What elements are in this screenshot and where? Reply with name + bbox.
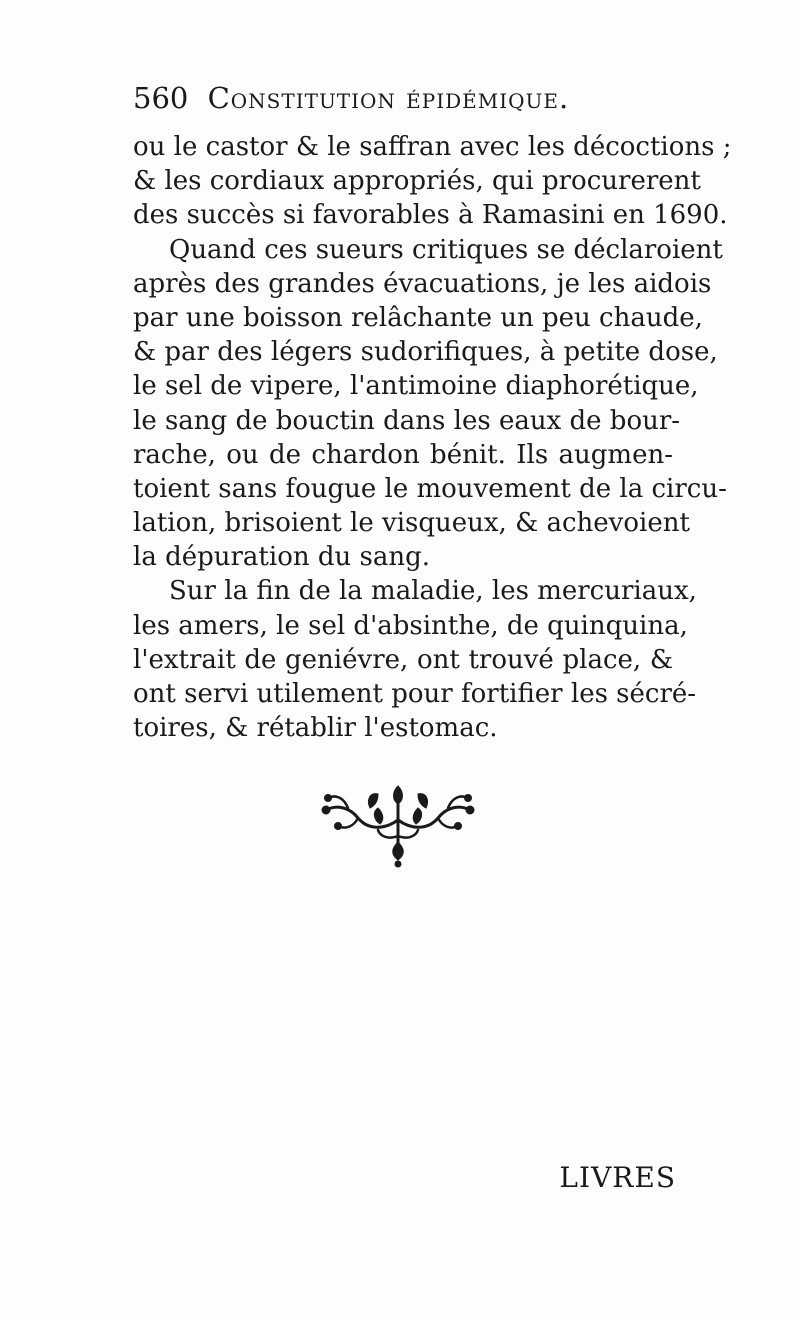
text-line: & les cordiaux appropriés, qui procurerent: [133, 166, 701, 197]
catchword: LIVRES: [559, 1161, 676, 1194]
text-line: par une boisson relâchante un peu chaude,: [133, 302, 703, 333]
text-line: lation, brisoient le visqueux, & achevoient: [133, 508, 690, 539]
text-line: les amers, le sel d'absinthe, de quinquina,: [133, 610, 688, 641]
running-title: Constitution épidémique.: [207, 81, 570, 115]
page-header: [133, 78, 673, 118]
text-line: la dépuration du sang.: [133, 542, 431, 573]
text-line: le sel de vipere, l'antimoine diaphorétique,: [133, 371, 699, 402]
fleuron-icon: [318, 780, 478, 870]
text-line: Sur la fin de la maladie, les mercuriaux,: [169, 576, 697, 607]
text-line: toient sans fougue le mouvement de la circu-: [133, 473, 727, 504]
text-line: le sang de bouctin dans les eaux de bour-: [133, 405, 681, 436]
body-text: [133, 130, 732, 745]
page-number: 560: [133, 81, 189, 115]
text-line: des succès si favorables à Ramasini en 1690.: [133, 200, 728, 231]
text-line: l'extrait de geniévre, ont trouvé place, &: [133, 644, 673, 675]
text-line: ont servi utilement pour fortifier les sécré-: [133, 679, 697, 709]
text-line: & par des légers sudorifiques, à petite dose,: [133, 337, 718, 368]
text-line: Quand ces sueurs critiques se déclaroient: [169, 234, 723, 265]
text-line: rache, ou de chardon bénit. Ils augmen-: [133, 439, 673, 470]
text-line: après des grandes évacuations, je les aidois: [133, 268, 712, 299]
text-line: ou le castor & le saffran avec les décoctions ;: [133, 132, 732, 162]
text-line: toires, & rétablir l'estomac.: [133, 713, 498, 744]
